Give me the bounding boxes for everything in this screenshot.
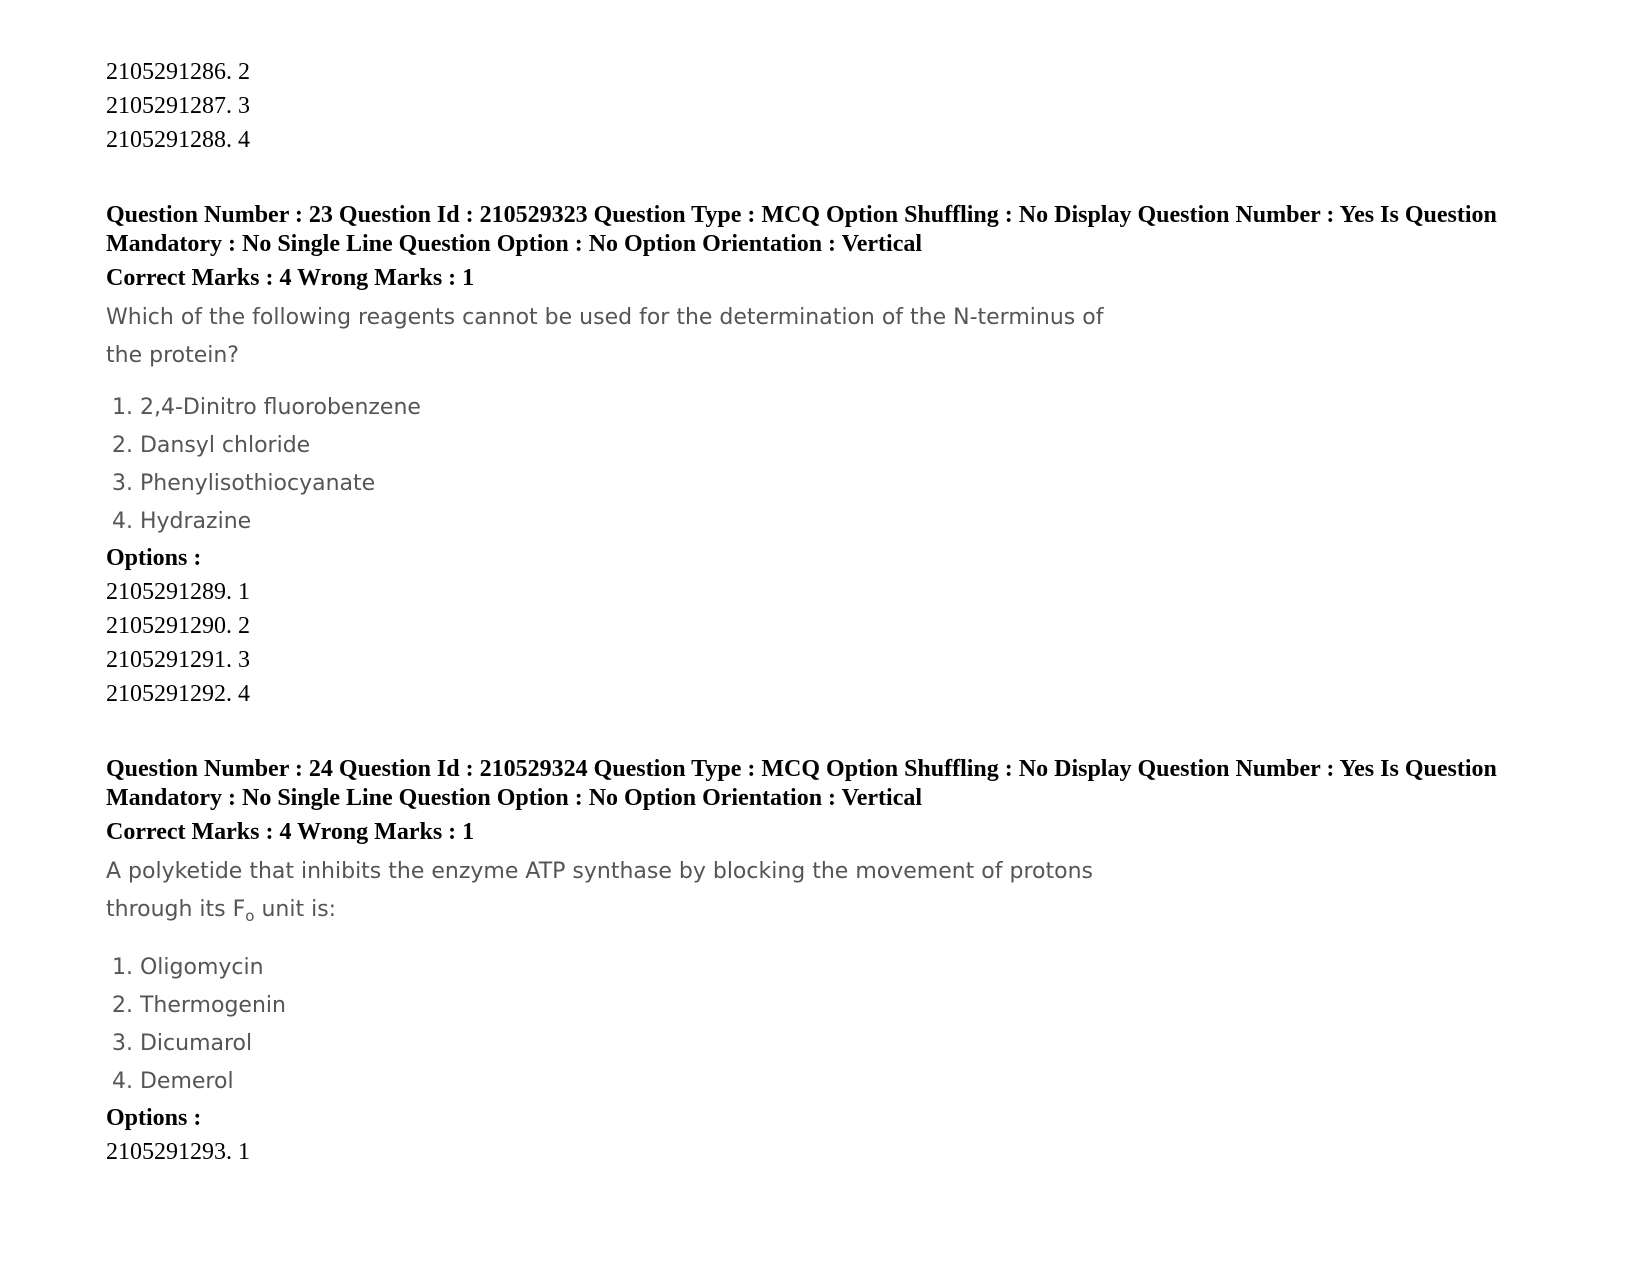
- question-text-fragment: unit is:: [254, 897, 337, 922]
- question-metadata: Question Number : 24 Question Id : 210529324 Question Type : MCQ Option Shuffling : No Display Question Number : Yes Is Question Mandatory : No Single Line Question Option : No Option Orientation : Vertical: [106, 756, 1497, 811]
- question-text: [106, 853, 1206, 935]
- option-id-line: 2105291292. 4: [106, 681, 250, 707]
- option-id-line: 2105291287. 3: [106, 93, 250, 119]
- question-text: [106, 299, 1206, 375]
- option-id-line: 2105291291. 3: [106, 647, 250, 673]
- section-spacer: [106, 157, 1586, 201]
- options-list: [106, 575, 1586, 711]
- answer-choice: 4. Demerol: [112, 1069, 234, 1094]
- section-spacer: [106, 711, 1586, 755]
- question-metadata: Question Number : 23 Question Id : 210529323 Question Type : MCQ Option Shuffling : No Display Question Number : Yes Is Question Mandatory : No Single Line Question Option : No Option Orientation : Vertical: [106, 202, 1497, 257]
- previous-options-list: [106, 55, 1586, 157]
- option-id-line: 2105291293. 1: [106, 1139, 250, 1165]
- options-heading: Options :: [106, 545, 202, 571]
- question-text-line: [106, 891, 1206, 935]
- question-content: [106, 299, 1586, 375]
- question-marks: Correct Marks : 4 Wrong Marks : 1: [106, 819, 475, 845]
- exam-document-page: [106, 55, 1586, 1169]
- answer-choices: [106, 389, 1586, 541]
- question-text-line: A polyketide that inhibits the enzyme ATP synthase by blocking the movement of protons: [106, 859, 1093, 884]
- option-id-line: 2105291286. 2: [106, 59, 250, 85]
- question-block-23: [106, 201, 1586, 711]
- question-marks: Correct Marks : 4 Wrong Marks : 1: [106, 265, 475, 291]
- answer-choice: 2. Thermogenin: [112, 993, 286, 1018]
- question-block-24: [106, 755, 1586, 1169]
- answer-choice: 4. Hydrazine: [112, 509, 252, 534]
- subscript-text: o: [245, 907, 255, 925]
- question-text-line: the protein?: [106, 343, 239, 368]
- answer-choice: 2. Dansyl chloride: [112, 433, 311, 458]
- option-id-line: 2105291289. 1: [106, 579, 250, 605]
- options-heading: Options :: [106, 1105, 202, 1131]
- option-id-line: 2105291288. 4: [106, 127, 250, 153]
- question-text-fragment: through its F: [106, 897, 246, 922]
- option-id-line: 2105291290. 2: [106, 613, 250, 639]
- answer-choices: [106, 949, 1586, 1101]
- answer-choice: 1. 2,4-Dinitro fluorobenzene: [112, 395, 421, 420]
- answer-choice: 1. Oligomycin: [112, 955, 264, 980]
- answer-choice: 3. Phenylisothiocyanate: [112, 471, 376, 496]
- options-list: [106, 1135, 1586, 1169]
- question-text-line: Which of the following reagents cannot be used for the determination of the N-terminus of: [106, 305, 1104, 330]
- answer-choice: 3. Dicumarol: [112, 1031, 253, 1056]
- question-content: [106, 853, 1586, 935]
